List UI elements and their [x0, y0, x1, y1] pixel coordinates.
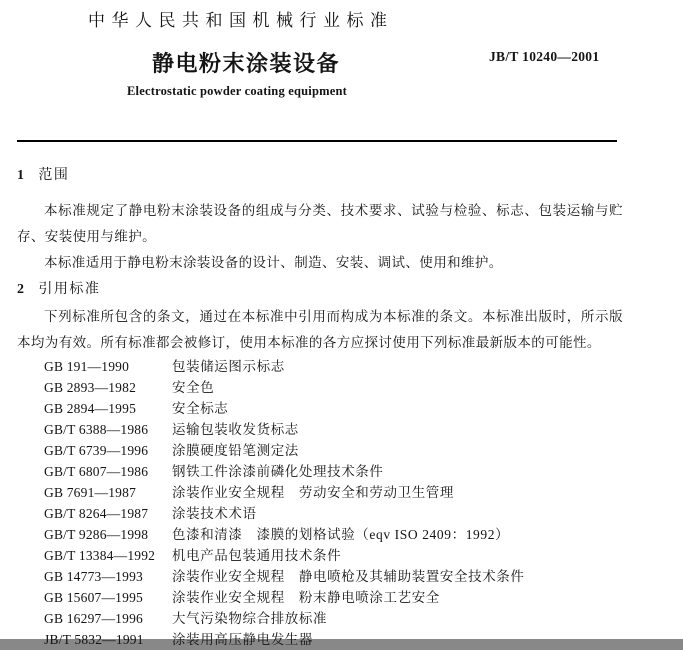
reference-row: [44, 503, 623, 524]
reference-code: GB/T 6388—1986: [44, 422, 149, 437]
reference-title: 涂膜硬度铅笔测定法: [172, 443, 299, 458]
reference-row: [44, 356, 623, 377]
reference-code: GB/T 6739—1996: [44, 443, 149, 458]
reference-title: 涂装用高压静电发生器: [172, 632, 313, 647]
reference-code: GB 16297—1996: [44, 611, 143, 626]
document-title-cn: 静电粉末涂装设备: [152, 51, 341, 76]
reference-row: [44, 566, 623, 587]
reference-row: [44, 440, 623, 461]
reference-code: GB/T 13384—1992: [44, 548, 156, 563]
reference-title: 运输包装收发货标志: [172, 422, 299, 437]
reference-row: [44, 461, 623, 482]
reference-row: [44, 377, 623, 398]
reference-title: 涂装作业安全规程 劳动安全和劳动卫生管理: [172, 485, 454, 500]
section-1-title: 范围: [38, 168, 70, 183]
section-1-number: 1: [17, 168, 25, 183]
document-title-en: Electrostatic powder coating equipment: [127, 84, 347, 98]
reference-code: GB 14773—1993: [44, 569, 143, 584]
reference-title: 安全色: [172, 380, 215, 395]
section-2-paragraph-1: 下列标准所包含的条文，通过在本标准中引用而构成为本标准的条文。本标准出版时，所示版本均为有效。所有标准都会被修订，使用本标准的各方应探讨使用下列标准最新版本的可能性。: [17, 309, 623, 350]
section-1-heading: [17, 166, 623, 186]
reference-code: GB 7691—1987: [44, 485, 137, 500]
header-divider-rule: [17, 140, 617, 142]
references-list: [17, 356, 623, 650]
reference-code: GB/T 8264—1987: [44, 506, 149, 521]
section-2-heading: [17, 280, 623, 300]
reference-title: 安全标志: [172, 401, 229, 416]
reference-row: [44, 482, 623, 503]
section-2-number: 2: [17, 282, 25, 297]
reference-row: [44, 545, 623, 566]
section-1-paragraph-1: 本标准规定了静电粉末涂装设备的组成与分类、技术要求、试验与检验、标志、包装运输与贮存、安装使用与维护。: [17, 203, 623, 244]
reference-row: [44, 524, 623, 545]
reference-row: [44, 398, 623, 419]
reference-row: [44, 587, 623, 608]
reference-code: GB 2894—1995: [44, 401, 137, 416]
reference-title: 包装储运图示标志: [172, 359, 285, 374]
reference-code: GB/T 6807—1986: [44, 464, 149, 479]
reference-title: 涂装作业安全规程 粉末静电喷涂工艺安全: [172, 590, 440, 605]
reference-title: 机电产品包装通用技术条件: [172, 548, 342, 563]
reference-code: JB/T 5832—1991: [44, 632, 144, 647]
reference-title: 涂装作业安全规程 静电喷枪及其辅助装置安全技术条件: [172, 569, 525, 584]
reference-code: GB 15607—1995: [44, 590, 143, 605]
reference-title: 涂装技术术语: [172, 506, 257, 521]
section-2-title: 引用标准: [38, 282, 101, 297]
reference-title: 大气污染物综合排放标准: [172, 611, 328, 626]
document-body: [17, 161, 623, 650]
reference-row: [44, 608, 623, 629]
standard-code: JB/T 10240—2001: [489, 49, 600, 64]
reference-title: 钢铁工件涂漆前磷化处理技术条件: [172, 464, 384, 479]
reference-title: 色漆和清漆 漆膜的划格试验（eqv ISO 2409：1992）: [172, 527, 510, 542]
reference-code: GB 2893—1982: [44, 380, 137, 395]
reference-code: GB/T 9286—1998: [44, 527, 149, 542]
reference-row: [44, 419, 623, 440]
section-1-paragraph-2: 本标准适用于静电粉末涂装设备的设计、制造、安装、调试、使用和维护。: [44, 255, 503, 270]
reference-row: [44, 629, 623, 650]
standard-class-heading: 中华人民共和国机械行业标准: [88, 11, 394, 30]
reference-code: GB 191—1990: [44, 359, 130, 374]
